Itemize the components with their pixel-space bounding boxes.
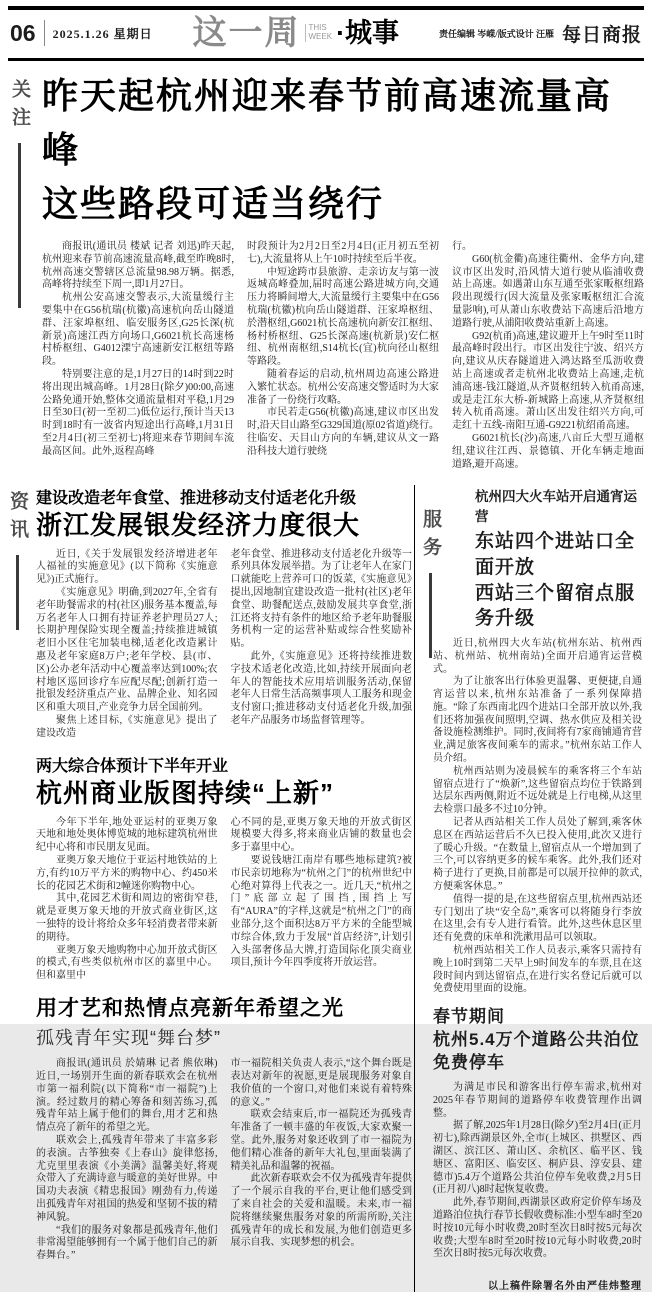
paragraph: 时段预计为2月2日至2月4日(正月初五至初七),大流量将从上午10时持续至后半夜。	[247, 241, 439, 265]
section-label-service: 服务	[420, 509, 441, 566]
masthead-week-label	[305, 24, 333, 42]
focus-rail	[10, 79, 29, 308]
article-headline: 浙江发展银发经济力度很大	[36, 510, 361, 541]
zixun-rail-line	[16, 555, 19, 630]
paragraph: 为满足市民和游客出行停车需求,杭州对2025年春节期间的道路停车收费管理作出调整。	[433, 1082, 642, 1119]
lead-headline-line1: 昨天起杭州迎来春节前高速流量高峰	[42, 75, 613, 170]
masthead-section-title: ·城事	[336, 17, 400, 48]
paragraph: 老年食堂、推进移动支付适老化升级等一系列具体发展举措。为了让老年人在家门口就能吃上营养可口的饭菜,《实施意见》提出,因地制宜建设改造一批村(社区)老年食堂、助餐配送点,鼓励发展共享食堂,浙江还将支持有条件的地区给予老年助餐服务机构一定的运营补贴或综合性奖励补贴。	[230, 548, 412, 650]
paragraph: G92(杭甬)高速,建议避开上午9时至11时最高峰时段出行。市区出发往宁波、绍兴方向,建议从庆春隧道进入鸿达路至瓜沥收费站上高速或者走杭州北收费站上高速,走杭浦高速-钱江隧道,从齐贤枢纽转入杭甬高速,或是走江东大桥-新城路上高速,从齐贤枢纽转入杭甬高速。萧山区出发往绍兴方向,可走红十五线-南阳互通-G9221杭绍甬高速。	[452, 330, 644, 432]
service-rail	[421, 509, 440, 658]
paragraph: 为了让旅客出行体验更温馨、更便捷,自通宵运营以来,杭州东站准备了一系列保障措施。“除了东西南北四个进站口全部开放以外,我们还将加强夜间照明,空调、热水供应及相关设备设施检测维护。同时,夜间将有7家商铺通宵营业,满足旅客夜间乘车的需求。”杭州东站工作人员介绍。	[433, 676, 642, 765]
paragraph: 近日,杭州四大火车站(杭州东站、杭州西站、杭州站、杭州南站)全面开启通宵运营模式。	[433, 637, 642, 675]
article-body	[36, 549, 412, 741]
article-kicker: 杭州四大火车站开启通宵运营	[475, 489, 637, 525]
article-headline: 用才艺和热情点亮新年希望之光	[36, 997, 344, 1021]
headline-line: 免费停车	[433, 1053, 505, 1073]
section-service	[414, 485, 644, 1292]
section-label-focus: 关注	[9, 79, 30, 135]
article-commercial-map	[36, 753, 412, 983]
article-headline-line2: 西站三个留宿点服务升级	[475, 582, 636, 630]
paragraph: “我们的服务对象都是孤残青年,他们非常渴望能够拥有一个属于他们自己的新春舞台。”	[36, 1224, 218, 1262]
paragraph: 亚奥万象天地位于亚运村地铁站的上方,有约10万平方米的购物中心、约450米长的花园艺术街和2幢迷你购物中心。	[36, 855, 218, 892]
service-headline-block	[433, 485, 642, 632]
article-silver-economy	[36, 485, 412, 740]
paragraph: 此次新春联欢会不仅为孤残青年提供了一个展示自我的平台,更让他们感受到了来自社会的关爱和温暖。未来,市一福院将继续聚焦服务对象的所需所盼,关注孤残青年的成长和发展,为他们创造更多展示自我、实现梦想的机会。	[230, 1173, 412, 1249]
paragraph: 此外,《实施意见》还将持续推进数字技术适老化改造,比如,持续开展面向老年人的智能技术应用培训服务活动,保留老年人日常生活高频事项人工服务和现金支付窗口;推进移动支付适老化升级,加强老年产品服务市场监督管理等。	[230, 650, 412, 726]
headline-line: 春节期间	[433, 1007, 505, 1027]
article-column-2	[231, 549, 413, 741]
masthead	[193, 16, 400, 50]
lead-column-1	[42, 241, 234, 471]
paragraph: 其中,花园艺术街和周边的密街窄巷,就是亚奥万象天地的开放式商业街区,这一独特的设计将给众多年轻消费者带来新的期待。	[36, 893, 218, 943]
paragraph: 联欢会上,孤残青年带来了丰富多彩的表演。古筝独奏《上春山》旋律悠扬,尤克里里表演《小美满》温馨美好,将观众带入了充满诗意与暖意的美好世界。中国功夫表演《精忠报国》刚劲有力,传递出孤残青年对祖国的热爱和坚韧不拔的精神风貌。	[36, 1135, 218, 1223]
lead-article-body	[42, 241, 644, 471]
article-subheadline: 孤残青年实现“舞台梦”	[36, 1028, 221, 1049]
lead-headline	[42, 69, 644, 231]
paragraph: G6021杭长(沙)高速,八亩丘大型互通枢纽,建议往江西、景德镇、开化车辆走地面道路,避开高速。	[452, 432, 644, 470]
lower-area	[8, 485, 644, 1292]
masthead-week-line1: THIS	[308, 23, 327, 33]
paragraph: 值得一提的是,在这些留宿点里,杭州西站还专门划出了块“安全岛”,乘客可以将随身行李放在这里,会有专人进行看管。此外,这些休息区里还有免费的床单和洗漱用品可以领取。	[433, 893, 642, 944]
service-article-body	[433, 638, 642, 996]
service-rail-line	[429, 573, 432, 658]
article-stage-dream	[36, 996, 412, 1263]
article-headline: 杭州商业版图持续“上新”	[36, 778, 335, 809]
paragraph: 此外,春节期间,西湖景区政府定价停车场及道路泊位执行春节长假收费标准:小型车8时至20时按10元每小时收费,20时至次日8时按5元每次收费;大型车8时至20时按10元每小时收费,20时至次日8时按5元每次收费。	[433, 1197, 642, 1260]
header-right	[439, 20, 642, 47]
article-column-2	[231, 1058, 413, 1263]
paragraph: 聚焦上述目标,《实施意见》提出了建设改造	[36, 714, 218, 739]
compiler-credit: 以上稿件除署名外由严佳炜整理	[488, 1281, 642, 1292]
paragraph: 记者从西站相关工作人员处了解到,乘客休息区在西站运营后不久已投入使用,此次又进行了暖心升级。“在数量上,留宿点从一个增加到了三个,可以容纳更多的候车乘客。此外,我们还对椅子进行了更换,目前都是可以展开拉伸的款式,方便乘客休息。”	[433, 817, 642, 893]
lead-column-3	[452, 241, 644, 471]
lead-column-2	[247, 241, 439, 471]
article-body	[36, 1058, 412, 1263]
article-column-1	[36, 817, 218, 983]
headline-line: 杭州5.4万个道路公共泊位	[433, 1030, 640, 1050]
paragraph: 亚奥万象天地购物中心加开放式街区的模式,有些类似杭州市区的嘉里中心。但和嘉里中	[36, 944, 218, 982]
paragraph: 联欢会结束后,市一福院还为孤残青年准备了一顿丰盛的年夜饭,大家欢聚一堂。此外,服务对象还收到了市一福院为他们精心准备的新年大礼包,里面装满了精美礼品和温馨的祝福。	[230, 1109, 412, 1172]
paragraph: 今年下半年,地处亚运村的亚奥万象天地和地处奥体博览城的地标建筑杭州世纪中心将和市民朋友见面。	[36, 816, 218, 854]
section-label-zixun: 资讯	[7, 491, 28, 548]
article-headline	[433, 1006, 642, 1075]
article-kicker: 两大综合体预计下半年开业	[36, 758, 229, 776]
paragraph: 特别要注意的是,1月27日的14时到22时将出现出城高峰。1月28日(除夕)00:00,高速公路免通开始,整体交通流量相对平稳,1月29日至30日(初一至初二)低位运行,预计当天13时到18时有一波省内短途出行高峰,1月31日至2月4日(初三至初七)将迎来春节期间车流最高区间。此外,返程高峰	[42, 368, 234, 457]
article-kicker: 建设改造老年食堂、推进移动支付适老化升级	[36, 490, 357, 508]
masthead-title: 这一周	[192, 14, 301, 52]
paper-name: 每日商报	[561, 24, 642, 46]
paragraph: 心不同的是,亚奥万象天地的开放式街区规模要大得多,将来商业店铺的数量也会多于嘉里中心。	[230, 816, 412, 854]
section-focus	[8, 69, 644, 471]
paragraph: 据了解,2025年1月28日(除夕)至2月4日(正月初七),除西湖景区外,全市(上城区、拱墅区、西湖区、滨江区、萧山区、余杭区、临平区、钱塘区、富阳区、临安区、桐庐县、淳安县、建德市)5.4万个道路公共泊位停车免收费,2月5日(正月初八)8时起恢复收费。	[433, 1120, 642, 1196]
page-number: 06	[10, 19, 36, 46]
page-header	[8, 6, 644, 61]
focus-rail-line	[18, 143, 21, 308]
header-divider	[44, 20, 45, 46]
paragraph: 杭州公安高速交警表示,大流量缓行主要集中在G56杭瑞(杭徽)高速杭向岳山隧道群、汪家埠枢纽、临安服务区,G25长深(杭新景)高速江西方向场口,G6021杭长高速杨村桥枢纽、G4012溧宁高速新安江枢纽等路段。	[42, 292, 234, 368]
paragraph: 中短途跨市县旅游、走亲访友与第一波返城高峰叠加,届时高速公路进城方向,交通压力将瞬间增大,大流量缓行主要集中在G56杭瑞(杭徽)杭向岳山隧道群、汪家埠枢纽、於潜枢纽,G6021杭长高速杭向新安江枢纽、杨村桥枢纽、G25长深高速(杭新景)安仁枢纽、杭州南枢纽,S14杭长(宜)杭向径山枢纽等路段。	[247, 266, 439, 368]
paragraph: 市一福院相关负责人表示,“这个舞台既是表达对新年的祝愿,更是展现服务对象自我价值的一个窗口,对他们来说有着特殊的意义。”	[230, 1058, 412, 1108]
article-body	[433, 1082, 642, 1261]
masthead-week-line2: WEEK	[308, 32, 333, 41]
paragraph: 《实施意见》明确,到2027年,全省有老年助餐需求的村(社区)服务基本覆盖,每万名老年人口拥有持证养老护理员27人;长期护理保险实现全覆盖;持续推进城镇老旧小区住宅加装电梯,适老化改造累计惠及老年家庭8万户;老年学校、县(市、区)公办老年活动中心覆盖率达到100%;农村地区巡回诊疗车应配尽配;创新打造一批银发经济重点产业、品牌企业、知名园区和重大项目,产业竞争力居全国前列。	[36, 586, 218, 714]
paragraph: 商报讯(通讯员 楼斌 记者 刘迅)昨天起,杭州迎来春节前高速流量高峰,截至昨晚8时,杭州高速交警辖区总流量98.98万辆。据悉,高峰将持续至下周一,即1月27日。	[42, 241, 234, 291]
paragraph: 杭州西站相关工作人员表示,乘客只需持有晚上10时到第二天早上9时间发车的车票,且在这段时间内到达留宿点,在进行实名登记后就可以免费使用里面的设施。	[433, 945, 642, 995]
section-zixun	[8, 485, 412, 1292]
paragraph: 杭州西站则为凌晨候车的乘客将三个车站留宿点进行了“焕新”,这些留宿点均位于铁路到达层东西两侧,附近不远处就是上行电梯,从这里去检票口最多不过10分钟。	[433, 765, 642, 816]
paragraph: 行。	[452, 241, 472, 252]
editor-credits: 责任编辑 岑嵘/版式设计 汪雁	[438, 28, 554, 39]
article-body	[36, 817, 412, 983]
paragraph: 随着春运的启动,杭州周边高速公路进入繁忙状态。杭州公安高速交警适时为大家准备了一份绕行攻略。	[247, 368, 439, 406]
paragraph: G60(杭金衢)高速往衢州、金华方向,建议市区出发时,沿风情大道行驶从临浦收费站上高速。如遇萧山东互通至张家畈枢纽路段出现缓行(因大流量及张家畈枢纽汇合流量影响),可从萧山东收费站下高速后沿地方道路行驶,从浦阳收费站重新上高速。	[452, 253, 644, 329]
lead-headline-line2: 这些路段可适当绕行	[42, 183, 385, 224]
article-headline-line1: 东站四个进站口全面开放	[475, 531, 636, 578]
paragraph: 市民若走G56(杭徽)高速,建议市区出发时,沿天目山路至G329国道(原02省道)绕行。往临安、天目山方向的车辆,建议从文一路沿科技大道行驶绕	[247, 407, 439, 457]
paragraph: 商报讯(通讯员 於婧琳 记者 熊依琳)近日,一场别开生面的新春联欢会在杭州市第一福利院(以下简称“市一福院”)上演。经过数月的精心筹备和刻苦练习,孤残青年站上属于他们的舞台,用才艺和热情点亮了新年的希望之光。	[36, 1058, 218, 1134]
page-date: 2025.1.26 星期日	[52, 26, 153, 41]
article-column-2	[231, 817, 413, 983]
header-left	[10, 20, 153, 47]
zixun-rail	[8, 491, 27, 630]
paragraph: 近日,《关于发展银发经济增进老年人福祉的实施意见》(以下简称《实施意见》)正式施行。	[36, 548, 218, 586]
article-free-parking	[433, 1006, 642, 1261]
article-column-1	[36, 1058, 218, 1263]
paragraph: 要说钱塘江南岸有哪些地标建筑?被市民亲切地称为“杭州之门”的杭州世纪中心绝对算得上代表之一。近几天,“杭州之门”底部立起了围挡,围挡上写有“AURA”的字样,这就是“杭州之门”的商业部分,这个面积达8万平方米的全能型城市综合体,致力于发展“首店经济”,计划引入头部奢侈品大牌,打造国际化顶尖商业项目,预计今年四季度将开放运营。	[230, 855, 412, 969]
article-column-1	[36, 549, 218, 741]
